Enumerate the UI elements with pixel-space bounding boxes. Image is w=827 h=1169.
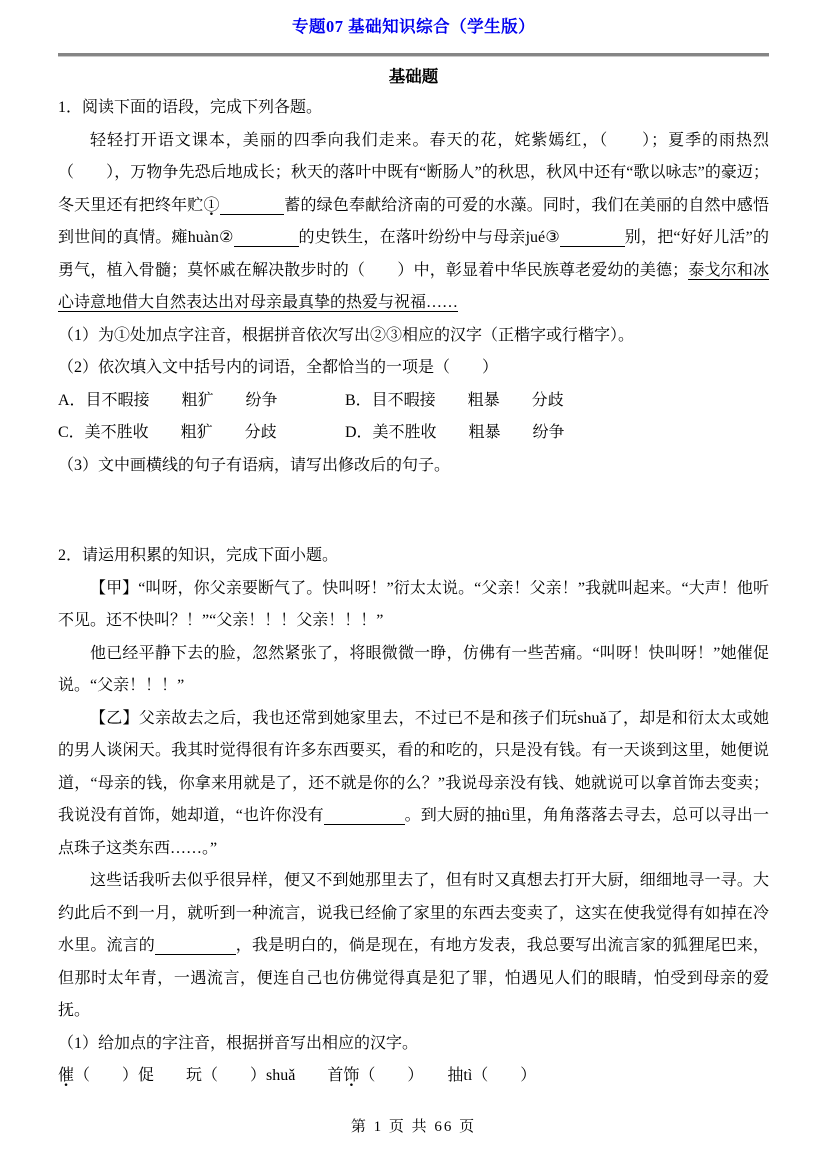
text-segment-u: 泰戈尔和冰心诗意地借大自然表达出对母亲最真挚的热爱与祝福…… bbox=[58, 261, 769, 311]
text-segment: 他已经平静下去的脸，忽然紧张了，将眼微微一睁，仿佛有一些苦痛。“叫呀！快叫呀！”她催促说。“父亲！！！” bbox=[58, 644, 769, 694]
choice-c: C．美不胜收 粗犷 分歧 bbox=[58, 424, 277, 441]
text-segment-blank bbox=[234, 229, 299, 247]
text-segment-blank bbox=[220, 197, 285, 215]
question-1-passage bbox=[58, 125, 769, 320]
text-segment-blank bbox=[155, 937, 236, 955]
page-number-footer: 第 1 页 共 66 页 bbox=[350, 1118, 477, 1135]
text-segment-dot: 贮 bbox=[187, 196, 204, 214]
text-segment: 【乙】父亲故去之后，我也还常到她家里去，不过已不是和孩子们玩shuǎ了，却是和衍太太或她的男人谈闲天。我其时觉得很有许多东西要买，看的和吃的，只是没有钱。有一天谈到这里，她便说道，“母亲的钱，你拿来用就是了，还不就是你的么？”我说母亲没有钱、她就说可以拿首饰去变卖；我说没有首饰，她却道，“也许你没有 bbox=[58, 709, 769, 824]
text-segment: 的史铁生，在落叶纷纷中与母亲jué③ bbox=[298, 229, 560, 246]
text-segment: 【甲】“叫呀，你父亲要断气了。快叫呀！”衍太太说。“父亲！父亲！”我就叫起来。“大声！他听不见。还不快叫？！”“父亲！！！父亲！！！” bbox=[58, 579, 769, 629]
question-1-part-2: （2）依次填入文中括号内的词语，全都恰当的一项是（ ） bbox=[58, 359, 499, 376]
text-segment-blank bbox=[560, 229, 625, 247]
text-segment-dot: 催 bbox=[58, 1067, 75, 1084]
text-segment: 。到大厨的抽tì里，角角落落去寻去，总可以寻出一点珠子这类东西……。” bbox=[58, 807, 769, 857]
choice-b: B．目不暇接 粗暴 分歧 bbox=[345, 391, 564, 409]
text-segment: 蓄的绿色奉献给济南的可爱的水藻。同时，我们在美丽的自然中感悟到世间的真情。瘫huàn② bbox=[58, 196, 769, 246]
text-segment: ① bbox=[203, 196, 220, 214]
question-2-passage-jia-2 bbox=[58, 638, 769, 703]
question-1-part-3: （3）文中画横线的句子有语病，请写出修改后的句子。 bbox=[58, 456, 451, 474]
question-1-stem: 1．阅读下面的语段，完成下列各题。 bbox=[58, 99, 323, 116]
text-segment: （ ） 抽tì（ ） bbox=[359, 1067, 537, 1084]
question-2-part-1: （1）给加点的字注音，根据拼音写出相应的汉字。 bbox=[58, 1034, 419, 1052]
text-segment: ，我是明白的，倘是现在，有地方发表，我总要写出流言家的狐狸尾巴来，但那时太年青，一遇流言，便连自己也仿佛觉得真是犯了罪，怕遇见人们的眼睛，怕受到母亲的爱抚。 bbox=[58, 937, 769, 1019]
question-1-choices bbox=[58, 385, 769, 450]
choice-a: A．目不暇接 粗犷 纷争 bbox=[58, 391, 278, 409]
question-2-passage-yi bbox=[58, 703, 769, 866]
title-divider bbox=[58, 53, 769, 57]
answer-space bbox=[58, 482, 769, 540]
question-2-passage-liuyan bbox=[58, 865, 769, 1028]
text-segment: 这些话我听去似乎很异样，便又不到她那里去了，但有时又真想去打开大厨，细细地寻一寻。大约此后不到一月，就听到一种流言，说我已经偷了家里的东西去变卖了，这实在使我觉得有如掉在冷水里。流言的 bbox=[58, 872, 769, 954]
choice-d: D．美不胜收 粗暴 纷争 bbox=[345, 424, 565, 441]
document-title: 专题07 基础知识综合（学生版） bbox=[291, 17, 536, 36]
question-2-passage-jia bbox=[58, 573, 769, 638]
text-segment-blank bbox=[324, 807, 405, 825]
question-2-stem: 2．请运用积累的知识，完成下面小题。 bbox=[58, 547, 339, 564]
text-segment-dot: 饰 bbox=[343, 1067, 360, 1084]
section-heading: 基础题 bbox=[388, 67, 439, 86]
text-segment: （ ）促 玩（ ）shuǎ 首 bbox=[74, 1067, 344, 1084]
text-segment: 轻轻打开语文课本，美丽的四季向我们走来。春天的花，姹紫嫣红，（ ）；夏季的雨热烈（ ），万物争先恐后地成长；秋天的落叶中既有“断肠人”的秋思，秋风中还有“歌以咏志”的豪迈；冬天里还有把终年 bbox=[58, 131, 769, 214]
question-1-part-1: （1）为①处加点字注音，根据拼音依次写出②③相应的汉字（正楷字或行楷字）。 bbox=[58, 326, 635, 344]
question-2-pinyin-line bbox=[58, 1060, 769, 1093]
text-segment: 别，把“好好儿活”的勇气，植入骨髓；莫怀戚在解决散步时的（ ）中，彰显着中华民族尊老爱幼的美德； bbox=[58, 229, 769, 279]
